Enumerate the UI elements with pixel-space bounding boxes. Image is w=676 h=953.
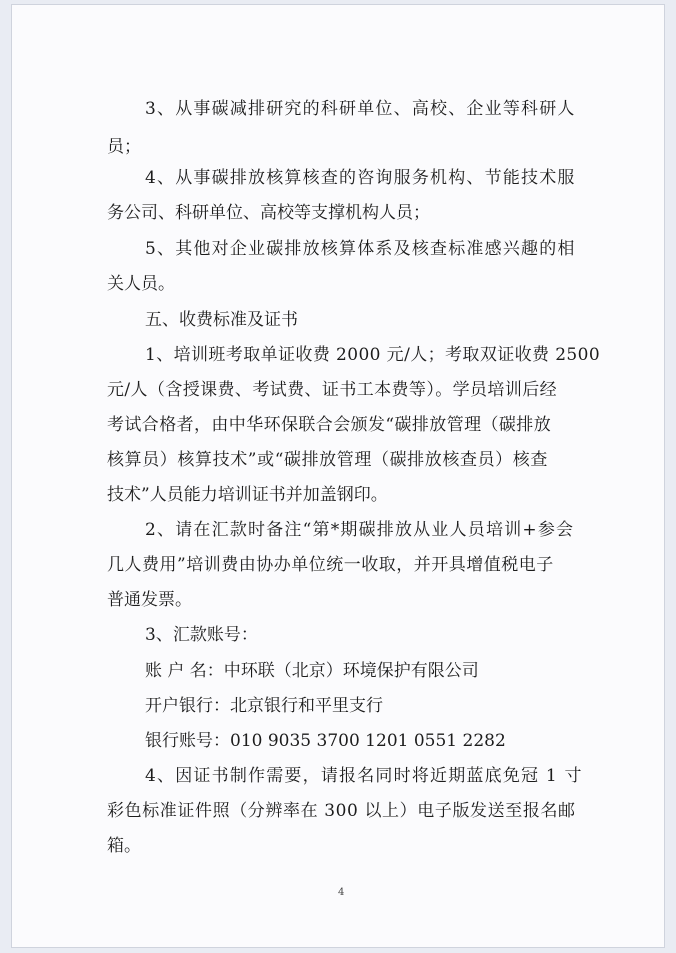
text-line: 彩色标准证件照（分辨率在 300 以上）电子版发送至报名邮 <box>107 801 576 821</box>
text-line: 3、汇款账号： <box>145 625 258 645</box>
text-line: 考试合格者，由中华环保联合会颁发“碳排放管理（碳排放 <box>107 415 552 435</box>
text-line: 普通发票。 <box>107 590 192 610</box>
text-line: 元/人（含授课费、考试费、证书工本费等）。学员培训后经 <box>107 380 558 400</box>
text-line: 务公司、科研单位、高校等支撑机构人员； <box>107 203 430 223</box>
text-line: 关人员。 <box>107 274 175 294</box>
text-line: 4、因证书制作需要，请报名同时将近期蓝底免冠 1 寸 <box>145 766 583 786</box>
text-line: 员； <box>107 137 141 157</box>
text-line: 核算员）核算技术”或“碳排放管理（碳排放核查员）核查 <box>107 450 548 470</box>
text-line: 4、从事碳排放核算核查的咨询服务机构、节能技术服 <box>145 168 576 188</box>
section-heading: 五、收费标准及证书 <box>145 310 298 330</box>
text-line: 几人费用”培训费由协办单位统一收取，并开具增值税电子 <box>107 555 554 575</box>
text-line: 3、从事碳减排研究的科研单位、高校、企业等科研人 <box>145 99 576 119</box>
account-number-line: 银行账号：010 9035 3700 1201 0551 2282 <box>145 731 506 751</box>
text-line: 技术”人员能力培训证书并加盖钢印。 <box>107 485 388 505</box>
text-line: 2、请在汇款时备注“第*期碳排放从业人员培训+参会 <box>145 520 575 540</box>
document-page <box>11 4 665 948</box>
text-line: 箱。 <box>107 836 141 856</box>
page-number: 4 <box>338 887 345 898</box>
text-line: 5、其他对企业碳排放核算体系及核查标准感兴趣的相 <box>145 239 576 259</box>
bank-line: 开户银行：北京银行和平里支行 <box>145 696 383 716</box>
account-name-line: 账 户 名：中环联（北京）环境保护有限公司 <box>145 661 479 681</box>
text-line: 1、培训班考取单证收费 2000 元/人；考取双证收费 2500 <box>145 345 601 365</box>
